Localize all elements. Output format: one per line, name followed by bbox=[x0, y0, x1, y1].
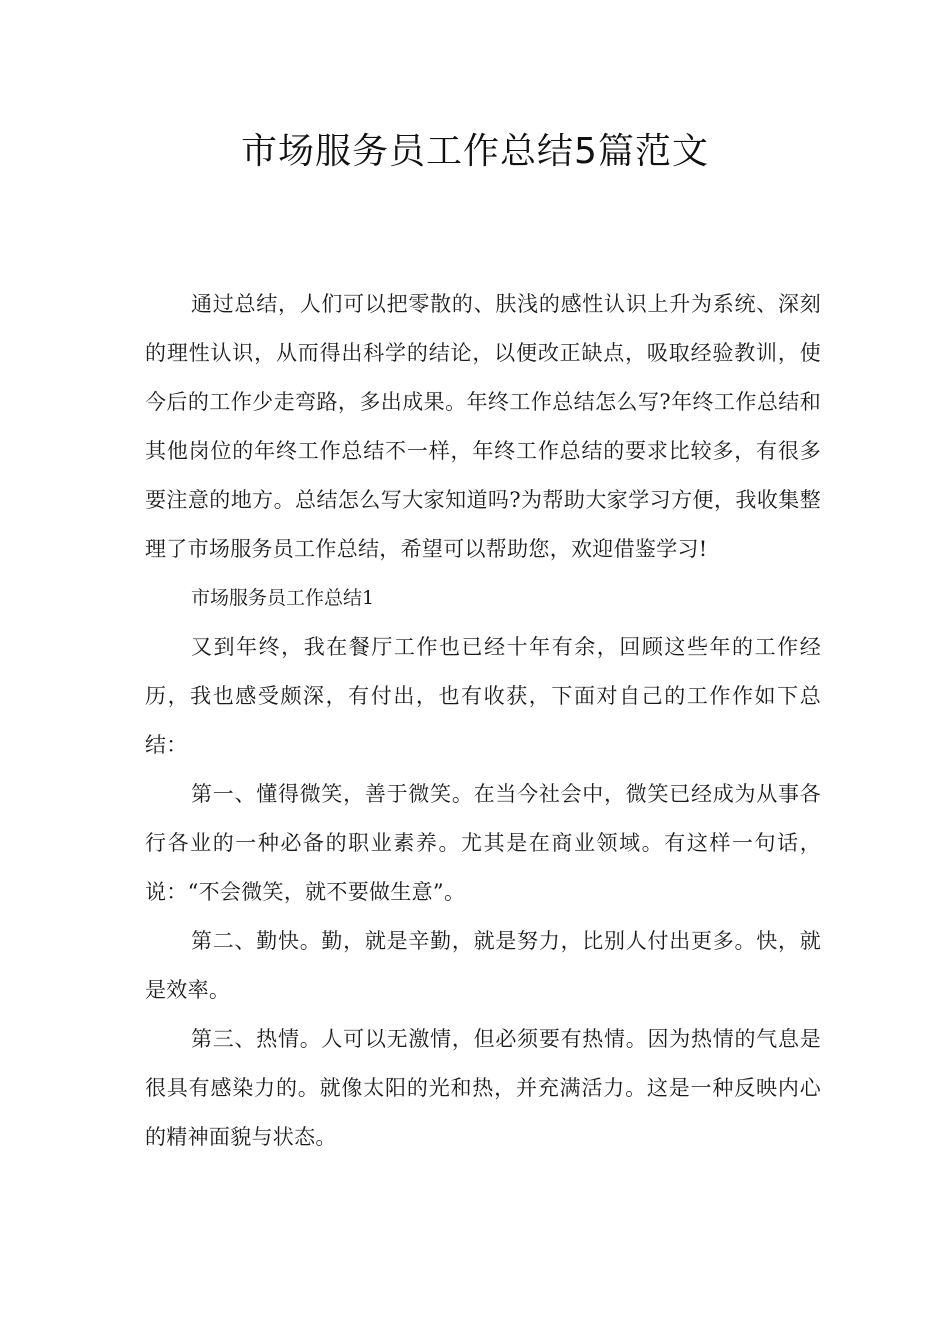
section-heading-1: 市场服务员工作总结1 bbox=[191, 587, 375, 609]
document-title: 市场服务员工作总结5篇范文 bbox=[241, 131, 709, 172]
body-paragraph: 又到年终，我在餐厅工作也已经十年有余，回顾这些年的工作经历，我也感受颇深，有付出，也有收获，下面对自己的工作作如下总结： bbox=[145, 635, 821, 757]
body-paragraph: 第三、热情。人可以无激情，但必须要有热情。因为热情的气息是很具有感染力的。就像太阳的光和热，并充满活力。这是一种反映内心的精神面貌与状态。 bbox=[145, 1027, 821, 1149]
document-body bbox=[145, 280, 821, 1162]
body-paragraph: 第一、懂得微笑，善于微笑。在当今社会中，微笑已经成为从事各行各业的一种必备的职业素养。尤其是在商业领域。有这样一句话，说：“不会微笑，就不要做生意”。 bbox=[145, 782, 821, 904]
intro-paragraph: 通过总结，人们可以把零散的、肤浅的感性认识上升为系统、深刻的理性认识，从而得出科学的结论，以便改正缺点，吸取经验教训，使今后的工作少走弯路，多出成果。年终工作总结怎么写?年终工作总结和其他岗位的年终工作总结不一样，年终工作总结的要求比较多，有很多要注意的地方。总结怎么写大家知道吗?为帮助大家学习方便，我收集整理了市场服务员工作总结，希望可以帮助您，欢迎借鉴学习! bbox=[145, 292, 821, 561]
body-paragraph: 第二、勤快。勤，就是辛勤，就是努力，比别人付出更多。快，就是效率。 bbox=[145, 929, 821, 1002]
